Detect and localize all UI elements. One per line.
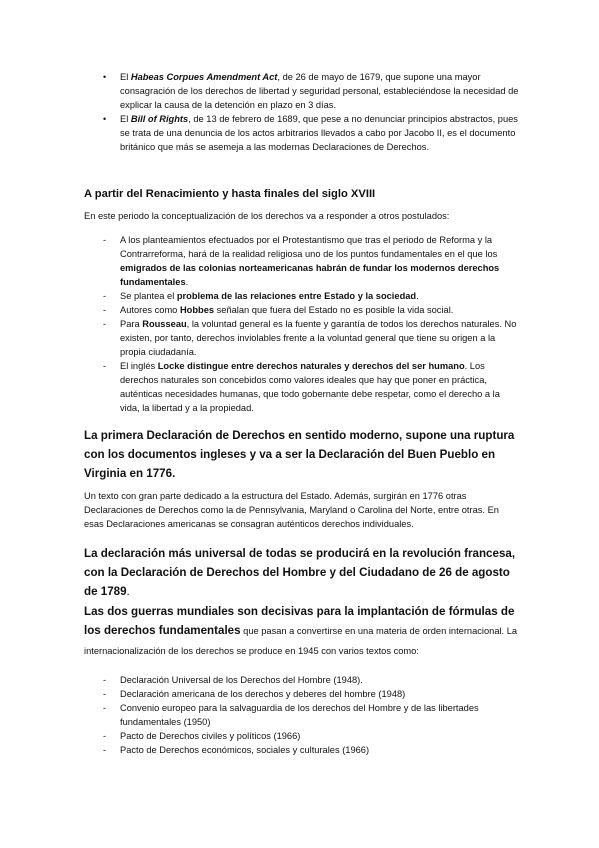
item-emphasis: Rousseau <box>142 319 187 329</box>
list-item <box>84 303 520 317</box>
item-text: Se plantea el <box>120 291 177 301</box>
list-item <box>84 289 520 303</box>
heading-revolucion-francesa <box>84 544 520 601</box>
item-emphasis: Hobbes <box>179 305 215 315</box>
list-item <box>84 233 520 289</box>
item-emphasis: problema de las relaciones entre Estado y la sociedad <box>176 291 417 301</box>
item-text: El <box>120 72 131 82</box>
list-item <box>84 673 520 687</box>
list-item <box>84 317 520 359</box>
dash-marker: - <box>103 235 107 245</box>
heading-period: . <box>126 585 130 598</box>
dash-marker: - <box>103 703 107 713</box>
heading-guerras-mundiales <box>84 602 520 661</box>
list-item <box>84 701 520 729</box>
item-text: , la voluntad general es la fuente y garantía de todos los derechos naturales. No existen, por tanto, derechos inviolables frente a la voluntad general que tiene su origen a la propia ciudadanía. <box>120 319 517 357</box>
dash-marker: - <box>103 305 107 315</box>
heading-text: La declaración más universal de todas se producirá en la revolución francesa, con la Declaración de Derechos del Hombre y del Ciudadano de 26 de agosto de 1789 <box>84 547 516 598</box>
dash-list-textos-internacionales <box>84 673 520 757</box>
bullet-list-english-documents <box>84 70 520 154</box>
item-text: Declaración Universal de los Derechos del Hombre (1948). <box>120 675 363 685</box>
item-text: . <box>185 277 189 287</box>
item-text: . <box>416 291 419 301</box>
item-text: Pacto de Derechos civiles y políticos (1966) <box>120 731 301 741</box>
bullet-marker: • <box>103 114 107 124</box>
heading-primera-declaracion: La primera Declaración de Derechos en sentido moderno, supone una ruptura con los documentos ingleses y va a ser la Declaración del Buen Pueblo en Virginia en 1776. <box>84 429 515 480</box>
heading-text: Las dos guerras mundiales son decisivas para la implantación de fórmulas de los derechos fundamentales <box>84 605 515 637</box>
item-emphasis: Locke distingue entre derechos naturales y derechos del ser humano <box>157 361 465 371</box>
list-item <box>84 729 520 743</box>
dash-marker: - <box>103 745 107 755</box>
list-item <box>84 743 520 757</box>
item-text: Autores como <box>120 305 180 315</box>
paragraph-estado: Un texto con gran parte dedicado a la estructura del Estado. Además, surgirán en 1776 otras Declaraciones de Derechos como la de Pennsylvania, Maryland o Carolina del Norte, entre otras. En esas Declaraciones americanas se consagran auténticos derechos individuales. <box>84 491 499 529</box>
bullet-marker: • <box>103 72 107 82</box>
item-text: Pacto de Derechos económicos, sociales y culturales (1966) <box>120 745 370 755</box>
dash-marker: - <box>103 361 107 371</box>
item-text: Para <box>120 319 143 329</box>
intro-renacimiento: En este periodo la conceptualización de los derechos va a responder a otros postulados: <box>84 211 450 221</box>
list-item <box>84 359 520 415</box>
item-text: , de 26 de mayo de 1679, que supone una mayor consagración de los derechos de libertad y seguridad personal, estableciéndose la necesidad de explicar la causa de la detención en plazo en 3 días. <box>120 72 519 110</box>
item-text: Convenio europeo para la salvaguardia de los derechos del Hombre y de las libertades fundamentales (1950) <box>120 703 479 727</box>
item-text: El inglés <box>120 361 158 371</box>
item-text: señalan que fuera del Estado no es posible la vida social. <box>214 305 454 315</box>
dash-marker: - <box>103 731 107 741</box>
heading-continuation: que pasan a convertirse en una materia de orden internacional. La internacionalización de los derechos se produce en 1945 con varios textos como: <box>84 626 518 656</box>
item-emphasis: Bill of Rights <box>130 114 189 124</box>
item-text: , de 13 de febrero de 1689, que pese a no denunciar principios abstractos, pues se trata de una denuncia de los actos arbitrarios llevados a cabo por Jacobo II, es el documento británico que más se asemeja a las modernas Declaraciones de Derechos. <box>120 114 518 152</box>
dash-marker: - <box>103 291 107 301</box>
item-emphasis: emigrados de las colonias norteamericanas habrán de fundar los modernos derechos fundamentales <box>120 263 500 287</box>
item-text: El <box>120 114 131 124</box>
list-item <box>84 112 520 154</box>
dash-list-renacimiento <box>84 233 520 415</box>
item-text: . Los derechos naturales son concebidos como valores ideales que hay que poner en práctica, auténticas necesidades humanas, que todo gobernante debe respetar, como el derecho a la vida, la libertad y a la propiedad. <box>120 361 500 413</box>
list-item <box>84 687 520 701</box>
item-emphasis: Habeas Corpues Amendment Act <box>130 72 278 82</box>
item-text: A los planteamientos efectuados por el Protestantismo que tras el periodo de Reforma y la Contrarreforma, hará de la realidad religiosa uno de los puntos fundamentales en el que los <box>120 235 498 259</box>
dash-marker: - <box>103 319 107 329</box>
heading-renacimiento: A partir del Renacimiento y hasta finales del siglo XVIII <box>84 188 376 200</box>
list-item <box>84 70 520 112</box>
dash-marker: - <box>103 689 107 699</box>
dash-marker: - <box>103 675 107 685</box>
item-text: Declaración americana de los derechos y deberes del hombre (1948) <box>120 689 406 699</box>
